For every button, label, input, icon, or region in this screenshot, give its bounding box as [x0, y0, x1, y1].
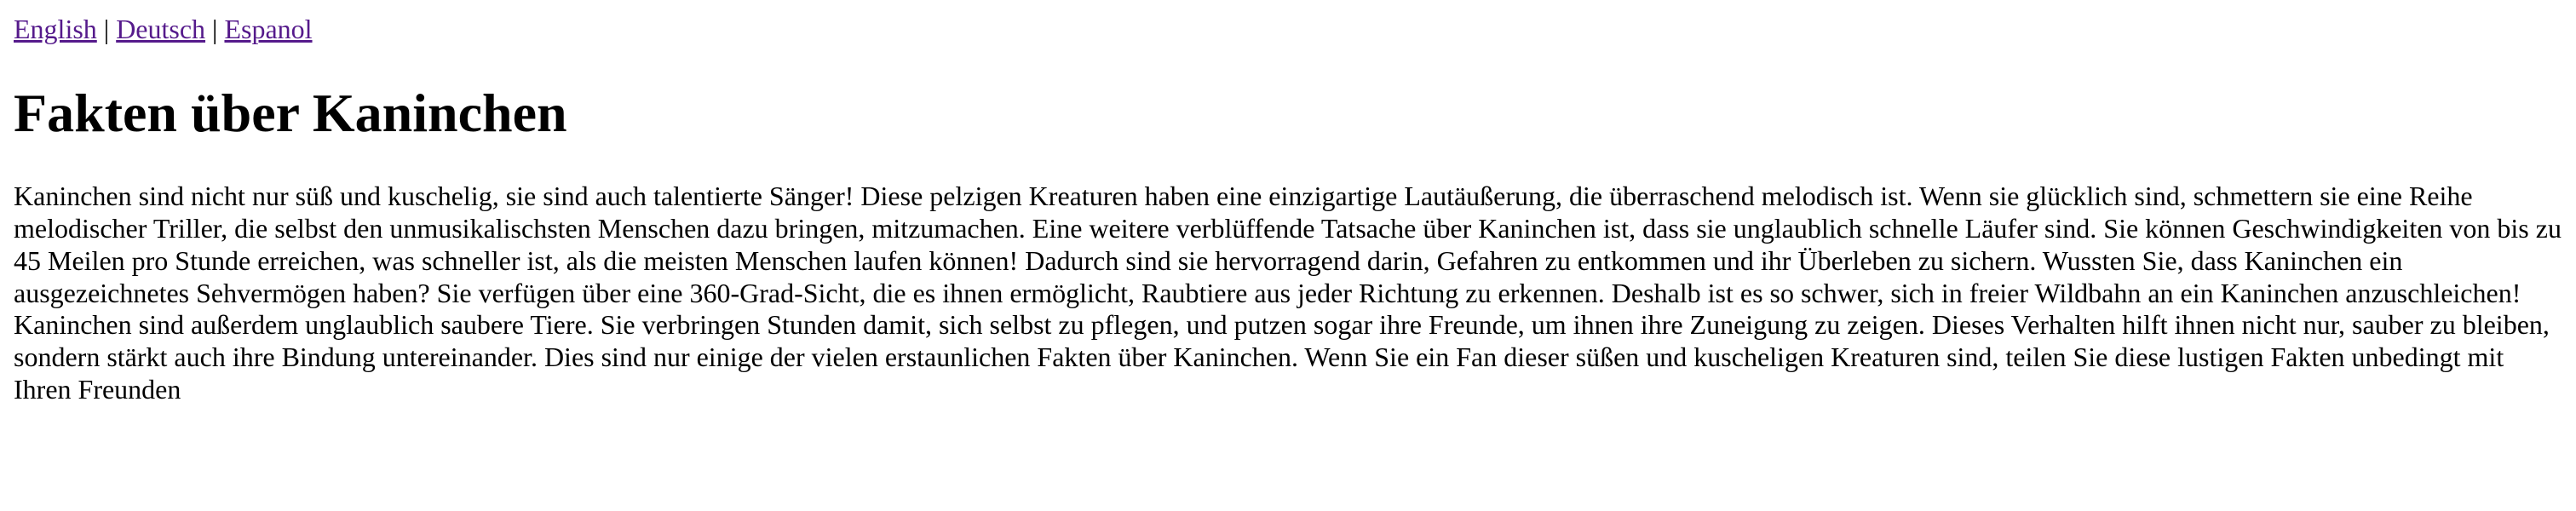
language-link-english[interactable]: English: [14, 14, 97, 44]
article-paragraph: Kaninchen sind nicht nur süß und kuschelig, sie sind auch talentierte Sänger! Diese pelzigen Kreaturen haben eine einzigartige Lautäußerung, die überraschend melodisch ist. Wenn sie glücklich sind, schmettern sie eine Reihe melodischer Triller, die selbst den unmusikalischsten Menschen dazu bringen, mitzumachen. Eine weitere verblüffende Tatsache über Kaninchen ist, dass sie unglaublich schnelle Läufer sind. Sie können Geschwindigkeiten von bis zu 45 Meilen pro Stunde erreichen, was schneller ist, als die meisten Menschen laufen können! Dadurch sind sie hervorragend darin, Gefahren zu entkommen und ihr Überleben zu sichern. Wussten Sie, dass Kaninchen ein ausgezeichnetes Sehvermögen haben? Sie verfügen über eine 360-Grad-Sicht, die es ihnen ermöglicht, Raubtiere aus jeder Richtung zu erkennen. Deshalb ist es so schwer, sich in freier Wildbahn an ein Kaninchen anzuschleichen! Kaninchen sind außerdem unglaublich saubere Tiere. Sie verbringen Stunden damit, sich selbst zu pflegen, und putzen sogar ihre Freunde, um ihnen ihre Zuneigung zu zeigen. Dieses Verhalten hilft ihnen nicht nur, sauber zu bleiben, sondern stärkt auch ihre Bindung untereinander. Dies sind nur einige der vielen erstaunlichen Fakten über Kaninchen. Wenn Sie ein Fan dieser süßen und kuscheligen Kreaturen sind, teilen Sie diese lustigen Fakten unbedingt mit Ihren Freunden: [14, 181, 2562, 405]
nav-separator: |: [212, 14, 218, 44]
language-link-deutsch[interactable]: Deutsch: [116, 14, 206, 44]
language-link-espanol[interactable]: Espanol: [224, 14, 313, 44]
language-nav: [14, 14, 2562, 45]
page-title: Fakten über Kaninchen: [14, 82, 567, 143]
nav-separator: |: [103, 14, 110, 44]
